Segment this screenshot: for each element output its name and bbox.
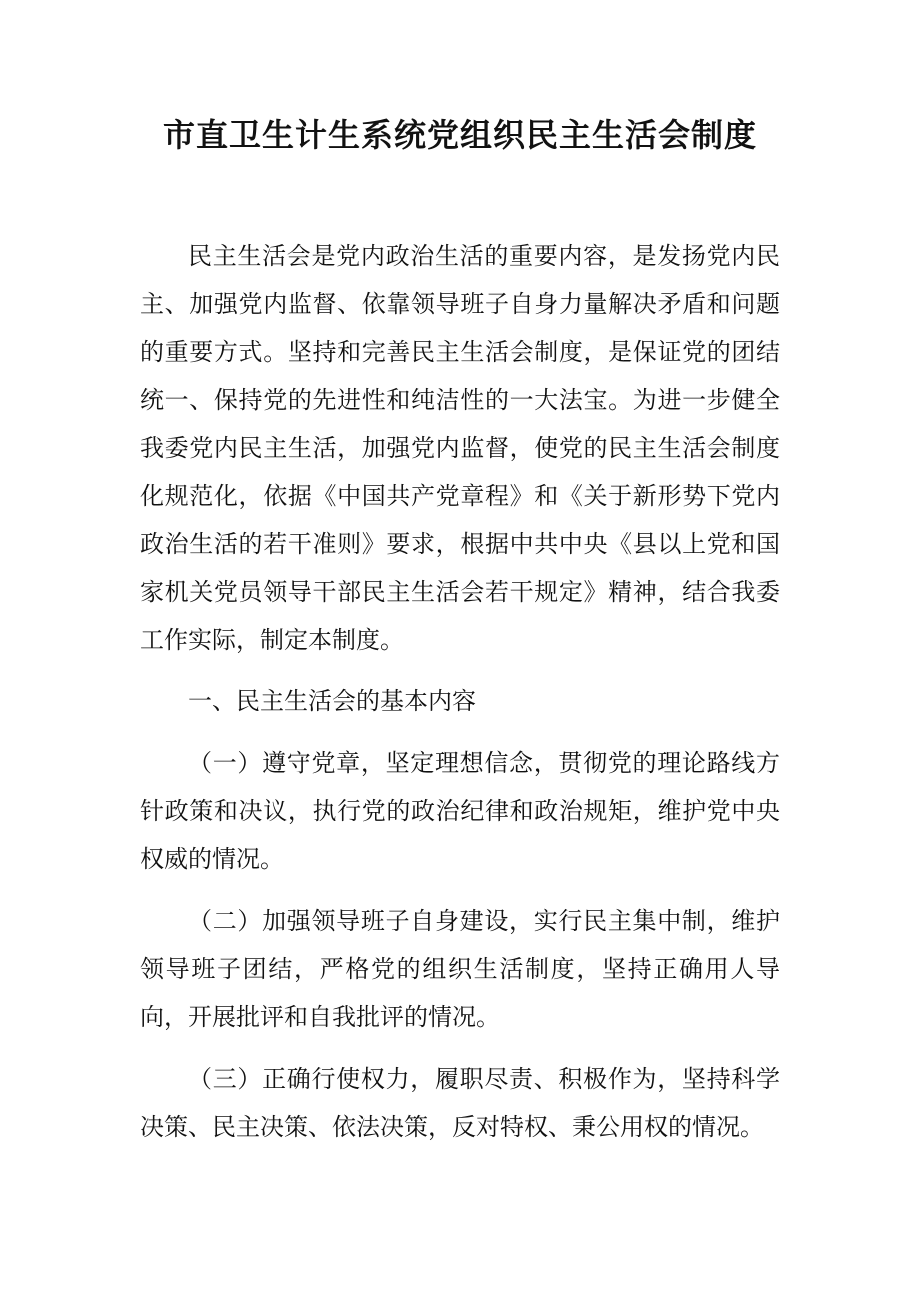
content-item-3: （三）正确行使权力，履职尽责、积极作为，坚持科学决策、民主决策、依法决策，反对特权、秉公用权的情况。 xyxy=(140,1065,780,1141)
content-item-1: （一）遵守党章，坚定理想信念，贯彻党的理论路线方针政策和决议，执行党的政治纪律和政治规矩，维护党中央权威的情况。 xyxy=(140,749,780,873)
section-heading-basic-content: 一、民主生活会的基本内容 xyxy=(188,687,476,715)
document-title: 市直卫生计生系统党组织民主生活会制度 xyxy=(162,116,757,154)
document-body xyxy=(140,232,780,1165)
intro-paragraph: 民主生活会是党内政治生活的重要内容，是发扬党内民主、加强党内监督、依靠领导班子自身力量解决矛盾和问题的重要方式。坚持和完善民主生活会制度，是保证党的团结统一、保持党的先进性和纯洁性的一大法宝。为进一步健全我委党内民主生活，加强党内监督，使党的民主生活会制度化规范化，依据《中国共产党章程》和《关于新形势下党内政治生活的若干准则》要求，根据中共中央《县以上党和国家机关党员领导干部民主生活会若干规定》精神，结合我委工作实际，制定本制度。 xyxy=(140,242,780,654)
content-item-2: （二）加强领导班子自身建设，实行民主集中制，维护领导班子团结，严格党的组织生活制度，坚持正确用人导向，开展批评和自我批评的情况。 xyxy=(140,907,780,1031)
